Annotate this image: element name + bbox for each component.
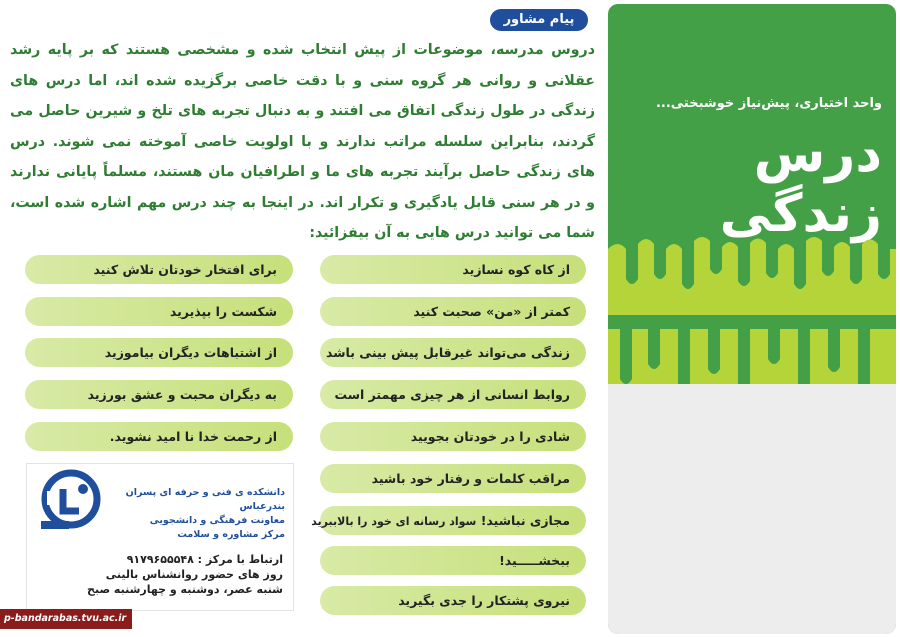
intro-paragraph: دروس مدرسه، موضوعات از پیش انتخاب شده و مشخصی هستند که بر پایه رشد عقلانی و روانی هر گروه سنی و با دقت خاصی برگزیده شده اند، اما درس های زندگی در طول زندگی اتفاق می افتند و به دنبال تجربه های تلخ و شیرین حاصل می گردند، بنابراین سلسله مراتب ندارند و با اولویت خاصی آموخته نمی شوند. درس های زندگی حاصل برآیند تجربه های ما و اطرافیان مان هستند، مسلماً پایانی ندارند و در هر سنی قابل یادگیری و تکرار اند. در اینجا به چند درس مهم اشاره شده است، شما می توانید درس هایی به آن بیفزائید:	[10, 42, 595, 241]
lesson-pill: شادی را در خودتان بجویید	[320, 422, 586, 451]
lesson-virtual-title: مجازی نباشید!	[480, 513, 570, 528]
info-box	[26, 463, 294, 611]
side-panel-tagline: واحد اختیاری، پیش‌نیاز خوشبختی...	[655, 96, 882, 111]
institution-center: مرکز مشاوره و سلامت	[177, 529, 285, 540]
contact-block	[33, 552, 283, 597]
lesson-pill: از کاه کوه نسازید	[320, 255, 586, 284]
contact-schedule-days: شنبه عصر، دوشنبه و چهارشنبه صبح	[87, 583, 283, 596]
lesson-virtual-sub: سواد رسانه ای خود را بالاببرید	[311, 515, 477, 528]
lesson-pill: از اشتباهات دیگران بیاموزید	[25, 338, 293, 367]
lesson-pill: شکست را بپذیرید	[25, 297, 293, 326]
university-logo-icon	[39, 469, 103, 533]
side-panel-title: درس زندگی	[719, 124, 882, 244]
lesson-pill: نیروی پشتکار را جدی بگیرید	[320, 586, 586, 615]
lesson-pill: زندگی می‌تواند غیرقابل پیش بینی باشد	[320, 338, 586, 367]
institution-dept: معاونت فرهنگی و دانشجویی	[149, 515, 285, 526]
side-panel-bottom	[608, 384, 896, 634]
institution-name: دانشکده ی فنی و حرفه ای پسران بندرعباس	[125, 487, 285, 512]
contact-phone: ارتباط با مرکز : ۹۱۷۹۶۵۵۵۴۸	[126, 553, 283, 566]
lesson-pill: به دیگران محبت و عشق بورزید	[25, 380, 293, 409]
lesson-pill: از رحمت خدا نا امید نشوید.	[25, 422, 293, 451]
lesson-pill: کمتر از «من» صحبت کنید	[320, 297, 586, 326]
lesson-pill-virtual	[311, 506, 586, 535]
lesson-pill: مراقب کلمات و رفتار خود باشید	[320, 464, 586, 493]
lesson-pill: برای افتخار خودتان تلاش کنید	[25, 255, 293, 284]
brand-logo: پیام مشاور	[490, 9, 588, 31]
institution-block	[110, 486, 285, 542]
side-panel	[608, 4, 896, 634]
lesson-pill: ببخشـــــید!	[320, 546, 586, 575]
lesson-pill: روابط انسانی از هر چیزی مهمتر است	[320, 380, 586, 409]
footer-url: p-bandarabas.tvu.ac.ir	[0, 609, 132, 629]
contact-schedule-title: روز های حضور روانشناس بالینی	[105, 568, 283, 581]
drip-decoration-icon	[608, 229, 896, 409]
